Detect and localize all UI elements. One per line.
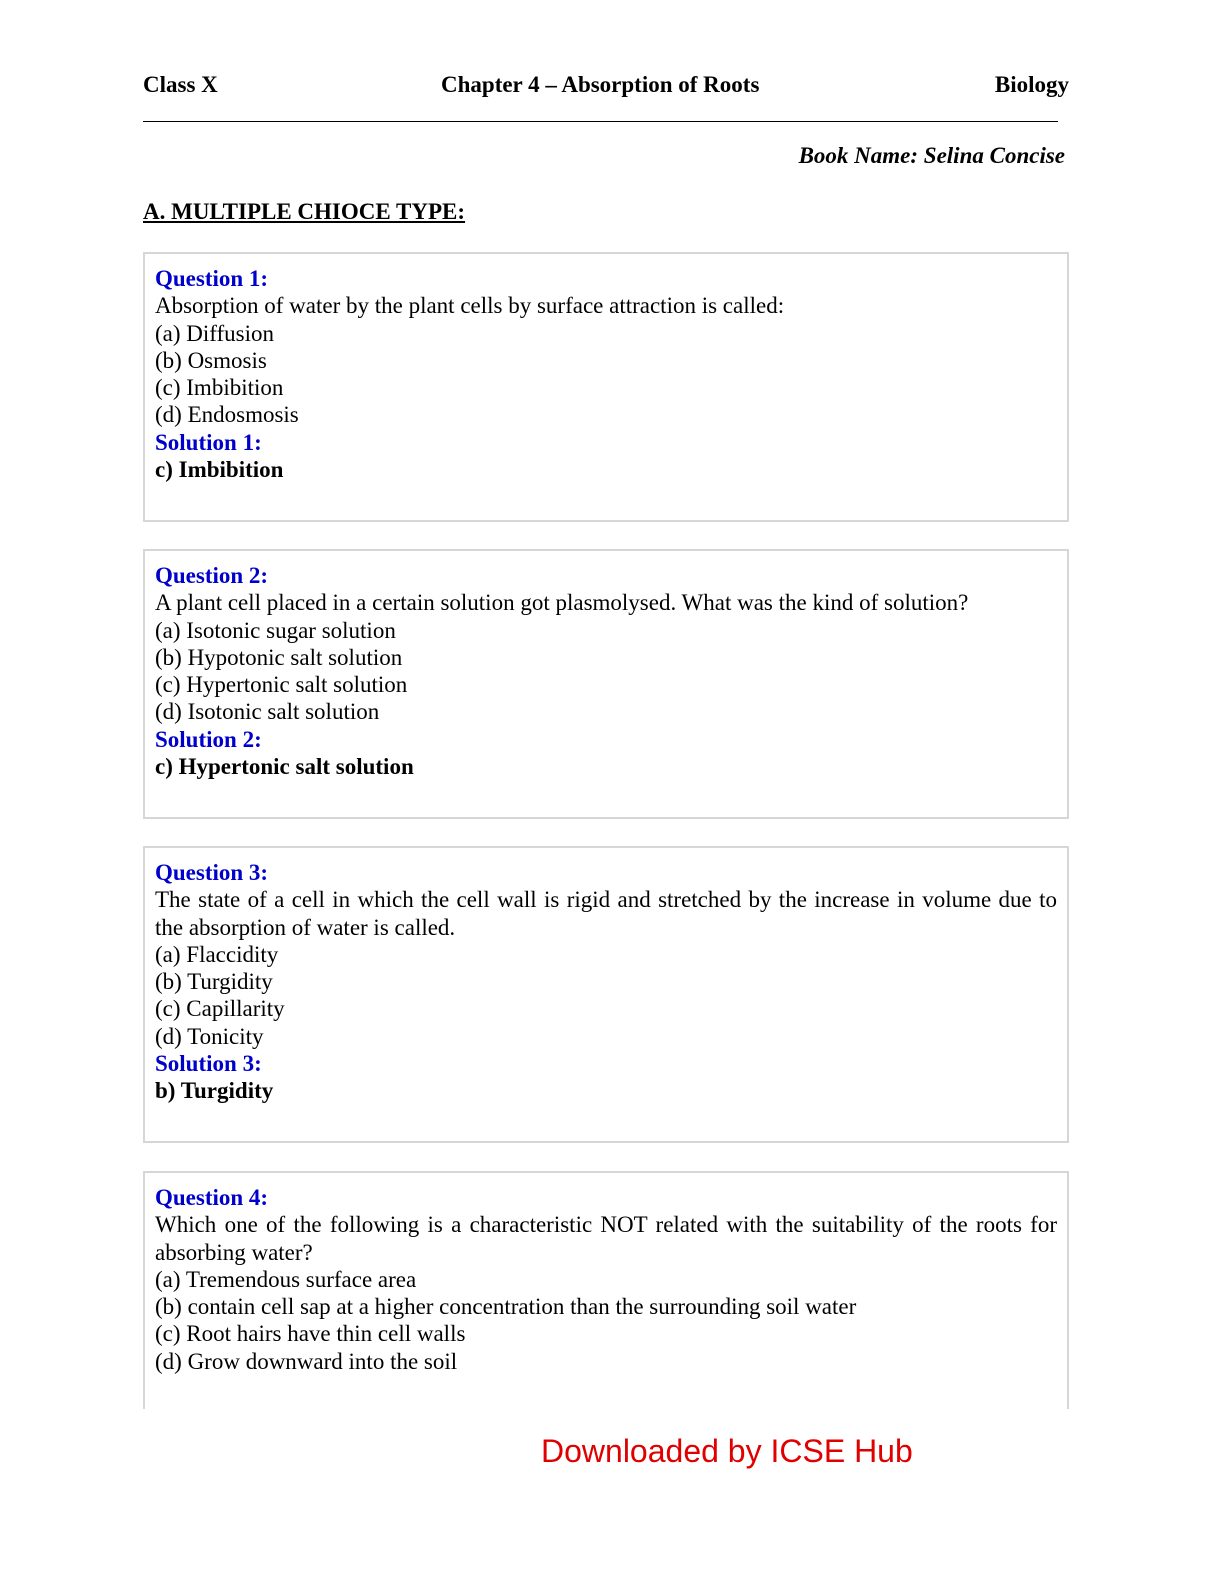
option: (c) Hypertonic salt solution [155,672,408,698]
question-box-4 [143,1171,1069,1409]
answer: b) Turgidity [155,1078,274,1104]
chapter-title: Chapter 4 – Absorption of Roots [441,72,760,97]
question-label: Question 4: [155,1185,269,1210]
question-text: A plant cell placed in a certain solution got plasmolysed. What was the kind of solution? [155,590,969,616]
option: (d) Grow downward into the soil [155,1348,458,1374]
question-box-2 [143,549,1069,819]
option: (a) Tremendous surface area [155,1266,417,1292]
subject-label: Biology [994,72,1069,97]
option: (c) Capillarity [155,996,285,1022]
option: (d) Tonicity [155,1023,264,1049]
question-box-3 [143,846,1069,1143]
section-title: A. MULTIPLE CHIOCE TYPE: [143,199,466,224]
solution-label: Solution 3: [155,1051,262,1077]
option: (d) Isotonic salt solution [155,699,380,725]
option: (a) Isotonic sugar solution [155,617,396,643]
answer: c) Imbibition [155,457,284,483]
option: (b) Hypotonic salt solution [155,644,403,670]
solution-label: Solution 1: [155,429,262,455]
class-label: Class X [143,72,218,97]
option: (a) Flaccidity [155,941,279,967]
question-text: Absorption of water by the plant cells by surface attraction is called: [155,293,785,319]
header-divider [143,121,1058,122]
download-watermark: Downloaded by ICSE Hub [541,1433,913,1469]
option: (c) Root hairs have thin cell walls [155,1321,466,1347]
option: (b) Turgidity [155,969,273,995]
question-box-1 [143,252,1069,522]
book-name: Book Name: Selina Concise [798,143,1065,168]
option: (b) contain cell sap at a higher concentration than the surrounding soil water [155,1294,857,1320]
option: (b) Osmosis [155,347,267,373]
question-label: Question 1: [155,266,269,291]
question-label: Question 2: [155,563,269,588]
question-text: Which one of the following is a characteristic NOT related with the suitability of the roots for absorbing water? [155,1212,1057,1265]
option: (c) Imbibition [155,375,284,401]
question-label: Question 3: [155,860,269,885]
option: (d) Endosmosis [155,402,299,428]
option: (a) Diffusion [155,320,275,346]
question-text: The state of a cell in which the cell wall is rigid and stretched by the increase in volume due to the absorption of water is called. [155,887,1057,940]
answer: c) Hypertonic salt solution [155,754,414,780]
solution-label: Solution 2: [155,726,262,752]
